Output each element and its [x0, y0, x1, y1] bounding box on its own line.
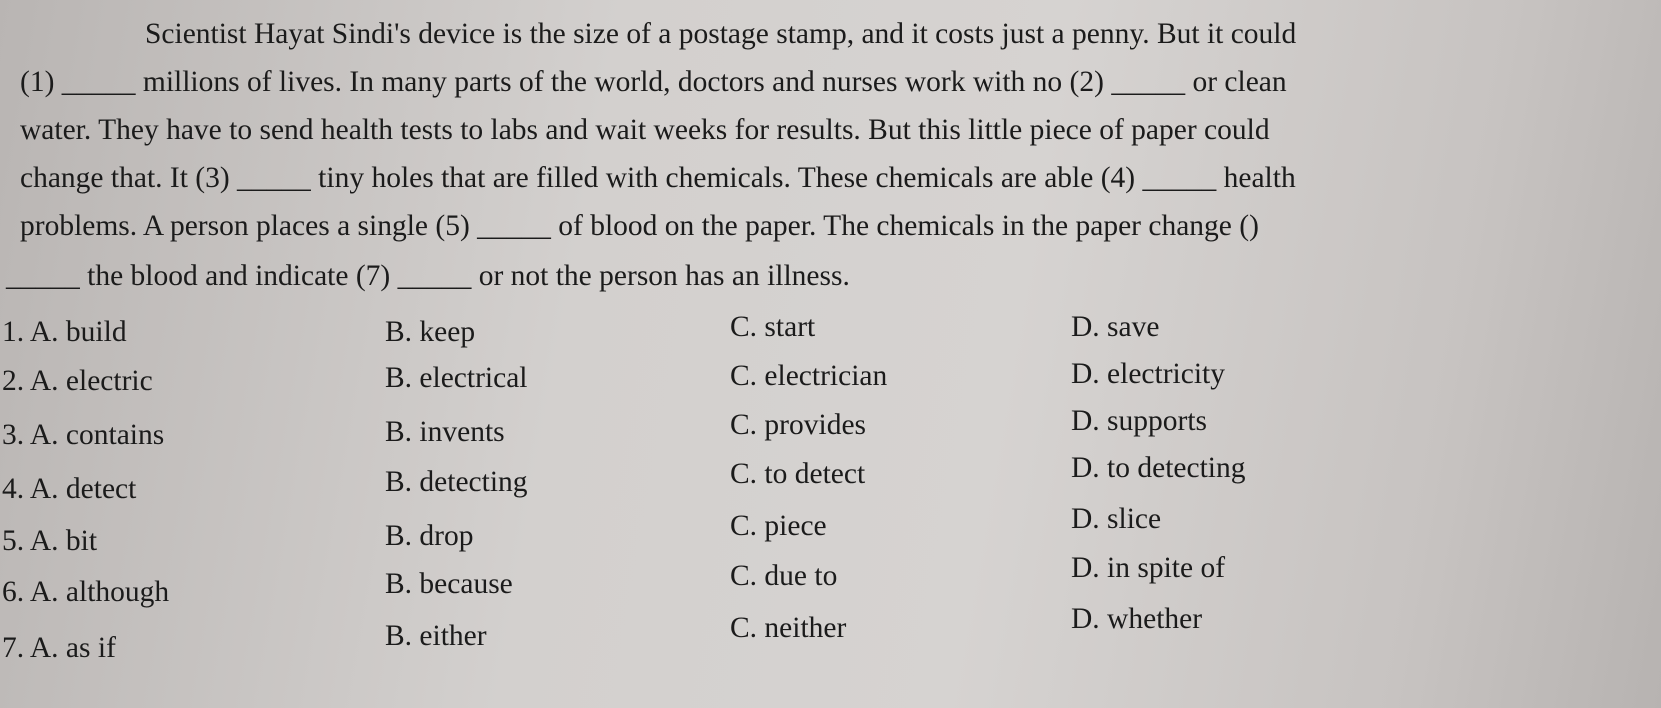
q7-option-a: 7. A. as if [2, 632, 116, 664]
passage-line-3: water. They have to send health tests to labs and wait weeks for results. But this little piece of paper could [20, 114, 1270, 146]
q4-option-c: C. to detect [730, 458, 866, 490]
q6-option-a: 6. A. although [2, 576, 170, 608]
q7-option-c: C. neither [730, 612, 847, 644]
q5-option-a: 5. A. bit [2, 525, 98, 557]
q1-option-c: C. start [730, 311, 816, 343]
q5-option-b: B. drop [385, 520, 474, 552]
q3-option-d: D. supports [1071, 405, 1208, 437]
q4-option-d: D. to detecting [1071, 452, 1246, 484]
q6-option-d: D. in spite of [1071, 552, 1226, 584]
q2-option-d: D. electricity [1071, 358, 1225, 390]
q7-option-b: B. either [385, 620, 487, 652]
q3-option-c: C. provides [730, 409, 867, 441]
passage-line-1: Scientist Hayat Sindi's device is the size of a postage stamp, and it costs just a penny. But it could [145, 18, 1297, 50]
q7-option-d: D. whether [1071, 603, 1203, 635]
q2-option-c: C. electrician [730, 360, 888, 392]
passage-line-6: _____ the blood and indicate (7) _____ or not the person has an illness. [6, 260, 850, 292]
q1-option-b: B. keep [385, 316, 476, 348]
passage-line-5: problems. A person places a single (5) _____ of blood on the paper. The chemicals in the paper change () [20, 210, 1259, 242]
q6-option-b: B. because [385, 568, 513, 600]
q6-option-c: C. due to [730, 560, 838, 592]
q3-option-a: 3. A. contains [2, 419, 165, 451]
passage-line-2: (1) _____ millions of lives. In many parts of the world, doctors and nurses work with no (2) _____ or clean [20, 66, 1287, 98]
q4-option-a: 4. A. detect [2, 473, 137, 505]
q1-option-d: D. save [1071, 311, 1160, 343]
q3-option-b: B. invents [385, 416, 505, 448]
passage-line-4: change that. It (3) _____ tiny holes that are filled with chemicals. These chemicals are able (4) _____ health [20, 162, 1296, 194]
q5-option-d: D. slice [1071, 503, 1162, 535]
q4-option-b: B. detecting [385, 466, 528, 498]
q2-option-a: 2. A. electric [2, 365, 153, 397]
q5-option-c: C. piece [730, 510, 827, 542]
q1-option-a: 1. A. build [2, 316, 127, 348]
q2-option-b: B. electrical [385, 362, 528, 394]
